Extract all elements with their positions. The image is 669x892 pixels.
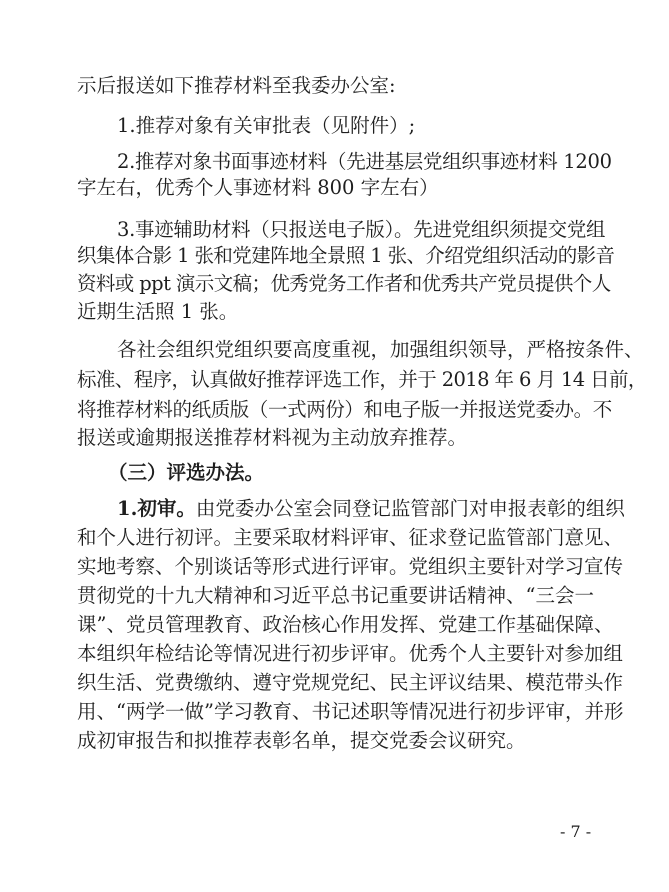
section-heading: （三）评选办法。 [108, 461, 265, 484]
text-line: 资料或 ppt 演示文稿；优秀党务工作者和优秀共产党员提供个人 [77, 272, 611, 295]
lead-text: 由党委办公室会同登记监管部门对申报表彰的组织 [195, 497, 625, 520]
lead-term: 1.初审。 [117, 497, 196, 520]
text-line: 本组织年检结论等情况进行初步评审。优秀个人主要针对参加组 [77, 642, 624, 665]
text-line: 字左右，优秀个人事迹材料 800 字左右） [77, 176, 439, 199]
text-line: 实地考察、个别谈话等形式进行评审。党组织主要针对学习宣传 [77, 555, 624, 578]
text-line: 贯彻党的十九大精神和习近平总书记重要讲话精神、“三会一 [77, 584, 594, 607]
text-line: 用、“两学一做”学习教育、书记述职等情况进行初步评审，并形 [77, 700, 624, 723]
text-line: 织生活、党费缴纳、遵守党规党纪、民主评议结果、模范带头作 [77, 671, 624, 694]
text-line: 示后报送如下推荐材料至我委办公室: [77, 74, 396, 97]
text-line: 近期生活照 1 张。 [77, 300, 239, 323]
text-line: 和个人进行初评。主要采取材料评审、征求登记监管部门意见、 [77, 526, 624, 549]
paragraph-start: 各社会组织党组织要高度重视，加强组织领导，严格按条件、 [117, 338, 644, 361]
text-line: 织集体合影 1 张和党建阵地全景照 1 张、介绍党组织活动的影音 [77, 244, 615, 267]
list-item-2: 2.推荐对象书面事迹材料（先进基层党组织事迹材料 1200 [117, 150, 612, 173]
text-line: 报送或逾期报送推荐材料视为主动放弃推荐。 [77, 426, 468, 449]
text-line: 课”、党员管理教育、政治核心作用发挥、党建工作基础保障、 [77, 613, 614, 636]
page-number: - 7 - [560, 822, 592, 841]
text-line: 将推荐材料的纸质版（一式两份）和电子版一并报送党委办。不 [77, 398, 612, 421]
list-item-3: 3.事迹辅助材料（只报送电子版）。先进党组织须提交党组 [117, 218, 606, 241]
list-item-1: 1.推荐对象有关审批表（见附件）; [117, 114, 416, 137]
text-line: 成初审报告和拟推荐表彰名单，提交党委会议研究。 [77, 729, 526, 752]
text-line: 标准、程序，认真做好推荐评选工作，并于 2018 年 6 月 14 日前， [77, 368, 647, 391]
